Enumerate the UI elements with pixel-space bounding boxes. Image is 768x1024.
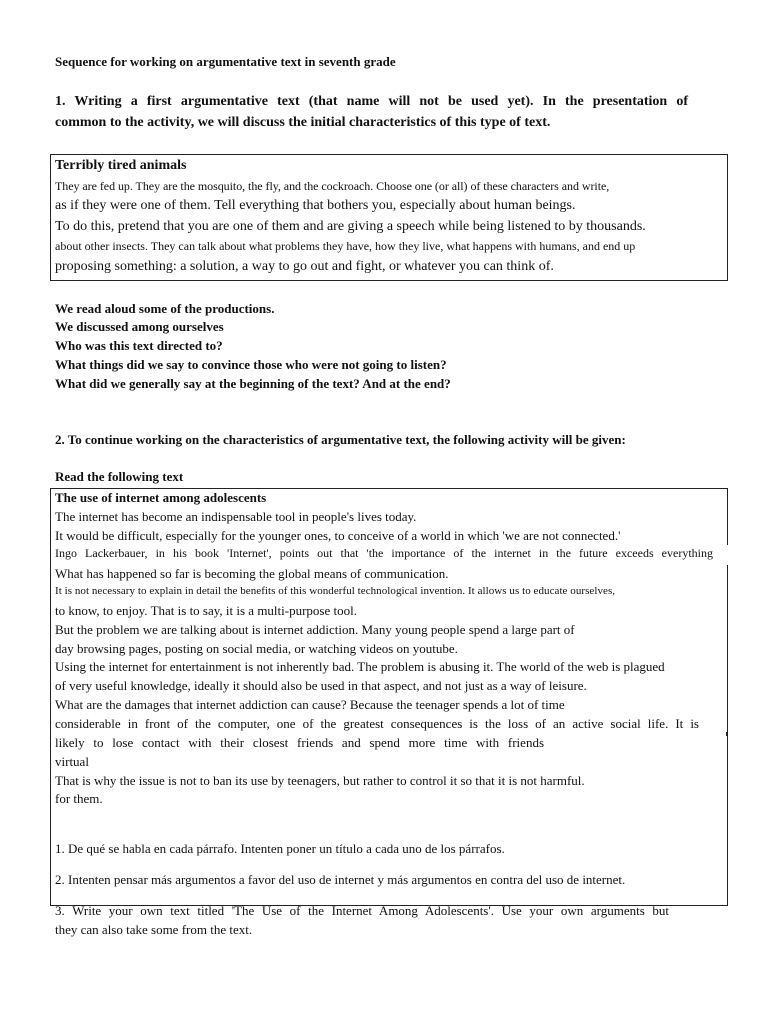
box2-line: considerable in front of the computer, one of the greatest consequences is the loss of an active social life. It is: [55, 716, 699, 731]
box2-line: What are the damages that internet addiction can cause? Because the teenager spends a lot of time: [55, 697, 565, 712]
question-line: We read aloud some of the productions.: [55, 301, 275, 316]
task-3-line2: they can also take some from the text.: [55, 922, 253, 937]
box2-line: day browsing pages, posting on social media, or watching videos on youtube.: [55, 641, 458, 656]
question-line: What did we generally say at the beginning of the text? And at the end?: [55, 376, 451, 391]
box2-line: virtual: [55, 754, 89, 769]
box1-line: as if they were one of them. Tell everything that bothers you, especially about human beings.: [55, 198, 576, 213]
section1-heading-line1: 1. Writing a first argumentative text (that name will not be used yet). In the presentation of: [55, 94, 688, 109]
box2-line: That is why the issue is not to ban its use by teenagers, but rather to control it so that it is not harmful.: [55, 773, 585, 788]
box1-line: proposing something: a solution, a way to go out and fight, or whatever you can think of.: [55, 259, 554, 274]
box2-line: It would be difficult, especially for the younger ones, to conceive of a world in which 'we are not connected.': [55, 528, 621, 543]
question-line: We discussed among ourselves: [55, 319, 224, 334]
box2-line: But the problem we are talking about is internet addiction. Many young people spend a large part of: [55, 622, 575, 637]
box-edge-mark: [726, 732, 728, 736]
box2-line: The internet has become an indispensable tool in people's lives today.: [55, 509, 417, 524]
question-line: Who was this text directed to?: [55, 338, 223, 353]
box2-line: Ingo Lackerbauer, in his book 'Internet', points out that 'the importance of the internet in the future exceeds everything: [55, 546, 713, 560]
box1-line: They are fed up. They are the mosquito, the fly, and the cockroach. Choose one (or all) of these characters and write,: [55, 179, 610, 193]
box1-line: To do this, pretend that you are one of them and are giving a speech while being listened to by thousands.: [55, 219, 646, 234]
box2-line: for them.: [55, 791, 103, 806]
box2-line: It is not necessary to explain in detail the benefits of this wonderful technological invention. It allows us to educate ourselves,: [55, 585, 616, 597]
page-title: Sequence for working on argumentative text in seventh grade: [55, 54, 396, 69]
task-3-line1: 3. Write your own text titled 'The Use of the Internet Among Adolescents'. Use your own arguments but: [55, 903, 669, 918]
box2-line: Using the internet for entertainment is not inherently bad. The problem is abusing it. The world of the web is plagued: [55, 659, 665, 674]
box2-line: of very useful knowledge, ideally it should also be used in that aspect, and not just as a way of leisure.: [55, 678, 587, 693]
box1-title: Terribly tired animals: [55, 158, 187, 173]
task-1: 1. De qué se habla en cada párrafo. Intenten poner un título a cada uno de los párrafos.: [55, 841, 505, 856]
section2-heading: 2. To continue working on the characteristics of argumentative text, the following activity will be given:: [55, 432, 626, 447]
task-2: 2. Intenten pensar más argumentos a favor del uso de internet y más argumentos en contra del uso de internet.: [55, 872, 626, 887]
box-edge-gap: [726, 545, 728, 565]
box2-line: likely to lose contact with their closest friends and spend more time with friends: [55, 735, 544, 750]
box2-line: What has happened so far is becoming the global means of communication.: [55, 566, 449, 581]
question-line: What things did we say to convince those who were not going to listen?: [55, 357, 447, 372]
read-label: Read the following text: [55, 469, 184, 484]
section1-heading-line2: common to the activity, we will discuss the initial characteristics of this type of text.: [55, 115, 551, 130]
box1-line: about other insects. They can talk about what problems they have, how they live, what happens with humans, and end up: [55, 239, 636, 253]
box2-line: to know, to enjoy. That is to say, it is a multi-purpose tool.: [55, 603, 357, 618]
box2-title: The use of internet among adolescents: [55, 490, 267, 505]
